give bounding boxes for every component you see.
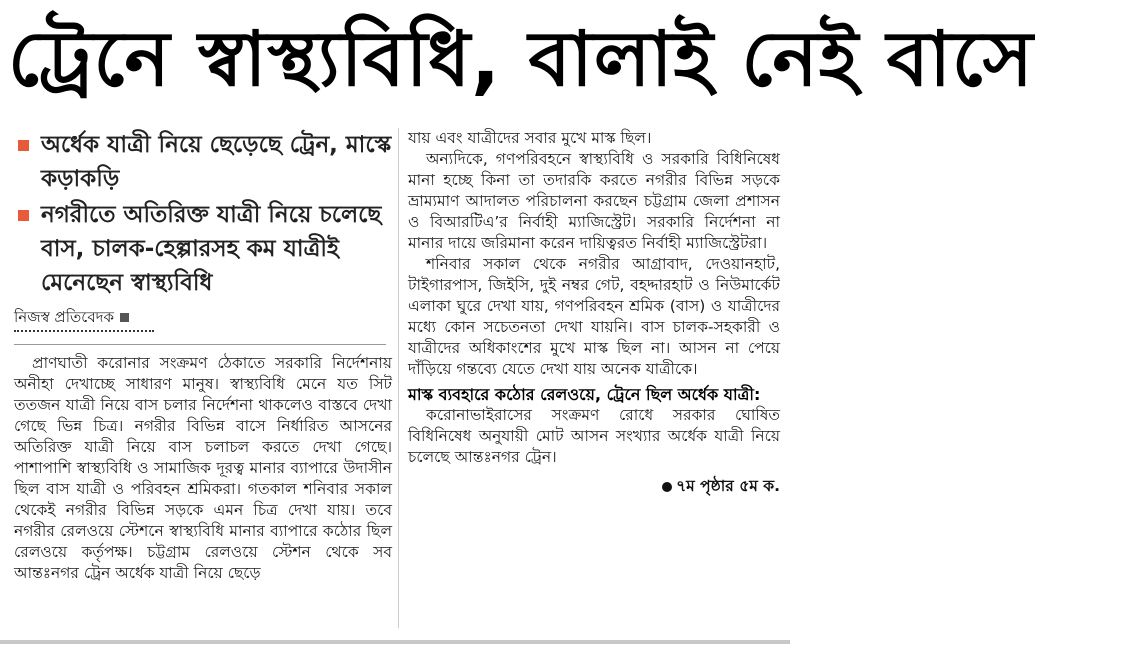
headline: ট্রেনে স্বাস্থ্যবিধি, বালাই নেই বাসে (8, 14, 1034, 103)
highlight-item (14, 128, 392, 196)
body-paragraph: যায় এবং যাত্রীদের সবার মুখে মাস্ক ছিল। (408, 129, 652, 147)
body-paragraph: শনিবার সকাল থেকে নগরীর আগ্রাবাদ, দেওয়ানহাট, টাইগারপাস, জিইসি, দুই নম্বর গেট, বহদ্দারহাট ও নিউমার্কেট এলাকা ঘুরে দেখা যায়, গণপরিবহন শ্রমিক (বাস) ও যাত্রীদের মধ্যে কোন সচেতনতা দেখা যায়নি। বাস চালক-সহকারী ও যাত্রীদের অধিকাংশের মুখে মাস্ক ছিল না। আসন না পেয়ে দাঁড়িয়ে গন্তব্যে যেতে দেখা যায় অনেক যাত্রীকে। (408, 255, 780, 378)
square-mark-icon (120, 313, 129, 322)
body-paragraph: প্রাণঘাতী করোনার সংক্রমণ ঠেকাতে সরকারি নির্দেশনায় অনীহা দেখাচ্ছে সাধারণ মানুষ। স্বাস্থ্যবিধি মেনে যত সিট ততজন যাত্রী নিয়ে বাস চলার নির্দেশনা থাকলেও বাস্তবে দেখা গেছে ভিন্ন চিত্র। নগরীর বিভিন্ন বাসে নির্ধারিত আসনের অতিরিক্ত যাত্রী নিয়ে বাস চলাচল করতে দেখা গেছে। পাশাপাশি স্বাস্থ্যবিধি ও সামাজিক দূরত্ব মানার ব্যাপারে উদাসীন ছিল বাস যাত্রী ও পরিবহন শ্রমিকরা। গতকাল শনিবার সকাল থেকেই নগরীর বিভিন্ন সড়কে এমন চিত্র দেখা যায়। তবে নগরীর রেলওয়ে স্টেশনে স্বাস্থ্যবিধি মানার ব্যাপারে কঠোর ছিল রেলওয়ে কর্তৃপক্ষ। চট্টগ্রাম রেলওয়ে স্টেশন থেকে সব আন্তঃনগর ট্রেন অর্ধেক যাত্রী নিয়ে ছেড়ে (14, 354, 392, 582)
subheading: মাস্ক ব্যবহারে কঠোর রেলওয়ে, ট্রেনে ছিল অর্ধেক যাত্রী: (408, 385, 761, 404)
section-divider (14, 344, 386, 345)
dot-icon (662, 482, 672, 492)
highlight-item (14, 198, 392, 300)
highlight-text: অর্ধেক যাত্রী নিয়ে ছেড়েছে ট্রেন, মাস্কে কড়াকড়ি (41, 132, 392, 192)
continuation-note (408, 474, 780, 500)
dotted-divider (14, 330, 154, 332)
highlight-text: নগরীতে অতিরিক্ত যাত্রী নিয়ে চলেছে বাস, চালক-হেল্পারসহ কম যাত্রীই মেনেছেন স্বাস্থ্যবিধি (41, 202, 382, 296)
byline (14, 306, 392, 328)
right-column (408, 128, 780, 500)
body-paragraph: অন্যদিকে, গণপরিবহনে স্বাস্থ্যবিধি ও সরকারি বিধিনিষেধ মানা হচ্ছে কিনা তা তদারকি করতে নগরীর বিভিন্ন সড়কে ভ্রাম্যমাণ আদালত পরিচালনা করছেন চট্টগ্রাম জেলা প্রশাসন ও বিআরটিএ’র নির্বাহী ম্যাজিস্ট্রেট। সরকারি নির্দেশনা না মানার দায়ে জরিমানা করেন দায়িত্বরত নির্বাহী ম্যাজিস্ট্রেটরা। (408, 150, 780, 252)
column-rule (398, 128, 399, 628)
body-paragraph: করোনাভাইরাসের সংক্রমণ রোধে সরকার ঘোষিত বিধিনিষেধ অনুযায়ী মোট আসন সংখ্যার অর্ধেক যাত্রী নিয়ে চলেছে আন্তঃনগর ট্রেন। (408, 406, 780, 466)
square-bullet-icon (18, 140, 29, 151)
byline-text: নিজস্ব প্রতিবেদক (14, 308, 115, 326)
left-column (14, 128, 392, 584)
square-bullet-icon (18, 210, 29, 221)
continuation-text: ৭ম পৃষ্ঠার ৫ম ক. (676, 477, 780, 495)
bottom-rule (0, 640, 790, 644)
